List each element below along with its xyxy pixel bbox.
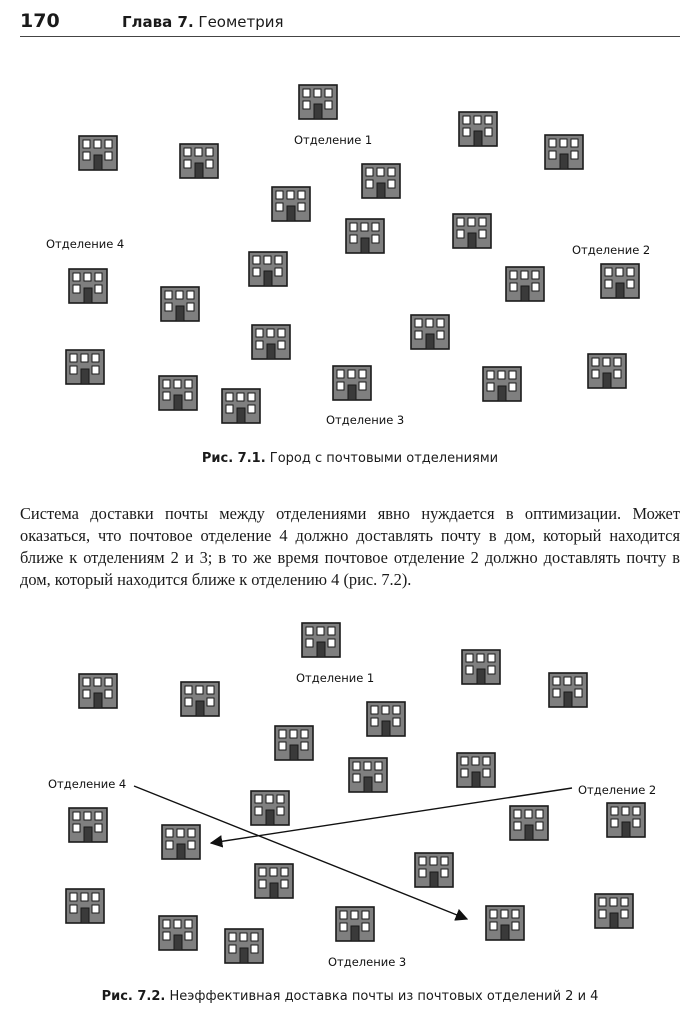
building-icon xyxy=(78,135,118,171)
chapter-label: Глава 7. xyxy=(122,13,194,31)
body-paragraph: Система доставки почты между отделениями явно нуждается в оптимизации. Может оказаться, что почтовое отделение 4 должно доставлять почту в дом, который находится ближе к отделениям 2 и 3; в то же время почтовое отделение 2 должно доставлять почту в дом, который находится ближе к отделению 4 (рис. 7.2). xyxy=(20,504,680,589)
building-icon xyxy=(505,266,545,302)
building-icon xyxy=(458,111,498,147)
caption-text: Неэффективная доставка почты из почтовых отделений 2 и 4 xyxy=(169,989,599,1004)
building-icon xyxy=(179,143,219,179)
building-icon xyxy=(68,268,108,304)
office-2-label: Отделение 2 xyxy=(578,783,657,797)
office-3-label: Отделение 3 xyxy=(328,955,407,969)
figure-7-1 xyxy=(0,70,700,440)
page-number: 170 xyxy=(20,10,60,32)
chapter-title: Геометрия xyxy=(198,13,284,31)
office-1-label: Отделение 1 xyxy=(296,671,375,685)
building-icon xyxy=(332,365,372,401)
building-icon xyxy=(587,353,627,389)
caption-figure-id: Рис. 7.2. xyxy=(101,989,166,1004)
building-icon xyxy=(600,263,640,299)
chapter-heading xyxy=(122,13,284,31)
building-icon xyxy=(251,324,291,360)
office-4-label: Отделение 4 xyxy=(46,237,125,251)
building-icon xyxy=(361,163,401,199)
office-3-label: Отделение 3 xyxy=(326,413,405,427)
caption-text: Город с почтовыми отделениями xyxy=(269,451,499,466)
building-icon xyxy=(482,366,522,402)
page-header xyxy=(20,8,680,37)
delivery-arrows xyxy=(0,610,700,985)
building-icon xyxy=(221,388,261,424)
building-icon xyxy=(410,314,450,350)
building-icon xyxy=(158,375,198,411)
building-icon xyxy=(160,286,200,322)
office-1-label: Отделение 1 xyxy=(294,133,373,147)
building-icon xyxy=(452,213,492,249)
arrow-office-4-to-house xyxy=(134,786,467,919)
arrow-office-2-to-house xyxy=(211,788,572,843)
figure-7-1-caption xyxy=(0,451,700,466)
office-4-label: Отделение 4 xyxy=(48,777,127,791)
building-icon xyxy=(544,134,584,170)
building-icon xyxy=(298,84,338,120)
building-icon xyxy=(248,251,288,287)
figure-7-2 xyxy=(0,610,700,985)
building-icon xyxy=(271,186,311,222)
building-icon xyxy=(65,349,105,385)
caption-figure-id: Рис. 7.1. xyxy=(201,451,266,466)
office-2-label: Отделение 2 xyxy=(572,243,651,257)
figure-7-2-caption xyxy=(0,989,700,1004)
building-icon xyxy=(345,218,385,254)
